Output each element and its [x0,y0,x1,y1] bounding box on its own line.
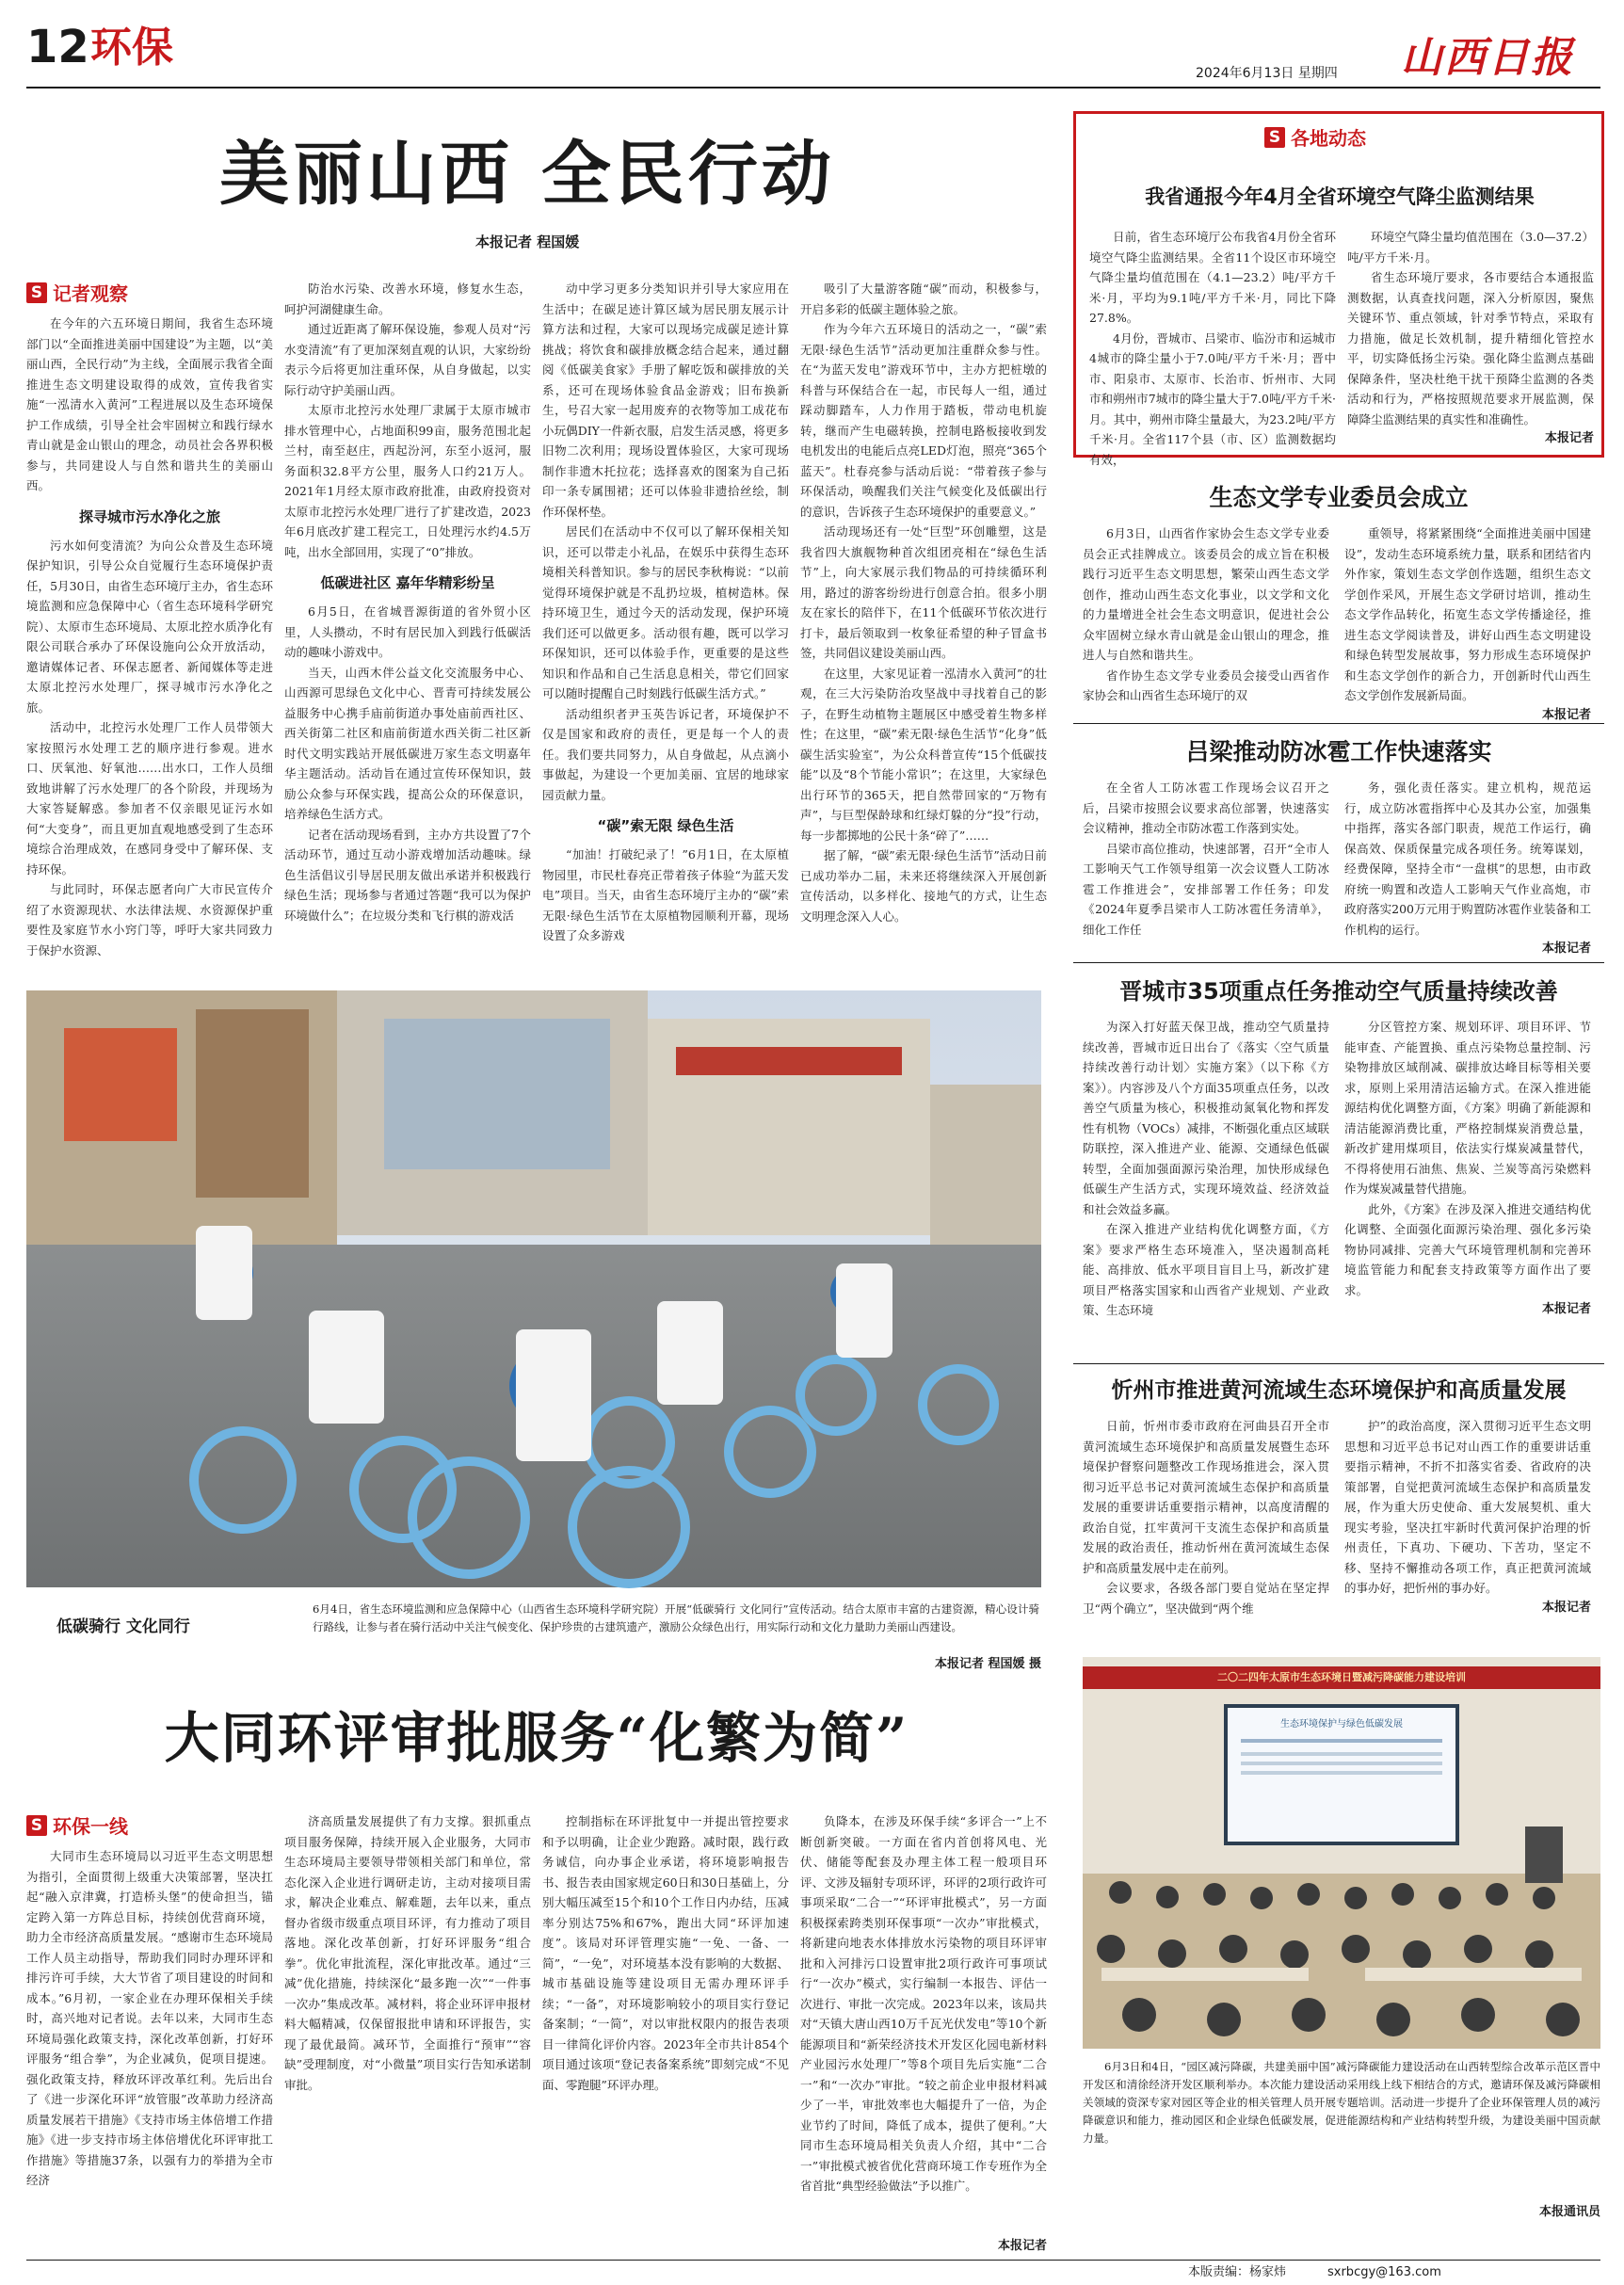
jincheng-para: 此外，《方案》在涉及深入推进交通结构优化调整、全面强化面源污染治理、强化多污染物协同减排、完善大气环境管理机制和完善环境监管能力和配套支持政策等方面作出了要求。 [1344,1201,1591,1297]
article-col-2 [284,279,531,990]
audience-illustration [1083,1657,1600,2049]
regional-para: 日前，省生态环境厅公布我省4月份全省环境空气降尘监测结果。全省11个设区市环境空气降尘量均值范围在（4.1—23.2）吨/平方千米·月，平均为9.1吨/平方千米·月，同比下降27.8%。 [1089,230,1336,325]
col2-para: 通过近距离了解环保设施，参观人员对“污水变清流”有了更加深刻直观的认识，大家纷纷表示今后将更加注重环保，从自身做起，以实际行动守护美丽山西。 [284,322,531,397]
s-logo-icon: S [26,282,47,303]
lvliang-para: 在全省人工防冰雹工作现场会议召开之后，吕梁市按照会议要求高位部署，快速落实会议精神，推动全市防冰雹工作落到实处。 [1083,780,1329,835]
col3-para: 居民们在活动中不仅可以了解环保相关知识，还可以带走小礼品，在娱乐中获得生态环境相关科普知识。参与的居民李秋梅说：“以前觉得环境保护就是不乱扔垃圾，植树造林。保持环境卫生，通过今天的活动发现，保护环境我们还可以做更多。活动很有趣，既可以学习环保知识，还可以体验手作，更重要的是这些知识和作品和自己生活息息相关，带它们回家可以随时提醒自己时刻践行低碳生活方式。” [542,524,789,700]
col1-intro: 在今年的六五环境日期间，我省生态环境部门以“全面推进美丽中国建设”为主题，以“美丽山西，全民行动”为主线，全面展示我省全面推进生态文明建设取得的成效，宣传我省实施“一泓清水入黄河”工程进展以及生态环境保护工作成绩，引导全社会牢固树立和践行绿水青山就是金山银山的理念，动员社会各界积极参与，共同建设人与自然和谐共生的美丽山西。 [26,316,273,492]
regional-para: 省生态环境厅要求，各市要结合本通报监测数据，认真查找问题，深入分析原因，聚焦关键环节、重点领域，针对季节特点，采取有力措施，做足长效机制，提升精细化管控水平，切实降低扬尘污染。强化降尘监测点基础保障条件，坚决杜绝干扰干预降尘监测的各类活动和行为，严格按照规范要求开展监测，保障降尘监测结果的真实性和准确性。 [1347,270,1594,426]
ecolit-title: 生态文学专业委员会成立 [1209,484,1469,511]
issue-date: 2024年6月13日 星期四 [1196,66,1338,81]
masthead-rule [26,87,1600,89]
paper-logo: 山西日报 [1401,34,1574,82]
article-col-1 [26,279,273,990]
divider [1073,1363,1604,1364]
lvliang-title: 吕梁推动防冰雹工作快速落实 [1185,738,1492,765]
jincheng-para: 分区管控方案、规划环评、项目环评、节能审查、产能置换、重点污染物总量控制、污染物排放区域削减、碳排放达峰目标等相关要求，原则上采用清洁运输方式。在深入推进能源结构优化调整方面，《方案》明确了新能源和清洁能源消费比重，严格控制煤炭消费总量，新改扩建用煤项目，依法实行煤炭减量替代，不得将使用石油焦、焦炭、兰炭等高污染燃料作为煤炭减量替代措施。 [1344,1020,1591,1196]
page-number: 12 [26,21,89,73]
xinzhou-para: 日前，忻州市委市政府在河曲县召开全市黄河流域生态环境保护和高质量发展暨生态环境保护督察问题整改工作现场推进会，深入贯彻习近平总书记对黄河流域生态保护和高质量发展的重要讲话重要指示精神，以高度清醒的政治自觉，扛牢黄河干支流生态保护和高质量发展的政治责任，推动忻州在黄河流域生态保护和高质量发展中走在前列。 [1083,1419,1329,1575]
ecolit-para: 省作协生态文学专业委员会接受山西省作家协会和山西省生态环境厅的双 [1083,668,1329,702]
jincheng-title: 晋城市35项重点任务推动空气质量持续改善 [1119,978,1558,1005]
col3-para: “加油！打破纪录了！”6月1日，在太原植物园里，市民杜春亮正带着孩子体验“为蓝天发电”项目。当天，由省生态环境厅主办的“碳”索无限·绿色生活节在太原植物园顺利开幕，现场设置了众多游戏 [542,847,789,942]
main-headline: 美丽山西 全民行动 [219,134,835,215]
col3-para: 活动组织者尹玉英告诉记者，环境保护不仅是国家和政府的责任，更是每一个人的责任。我们要共同努力，从自身做起，从点滴小事做起，为建设一个更加美丽、宜居的地球家园贡献力量。 [542,706,789,802]
xinzhou-para: 护”的政治高度，深入贯彻习近平生态文明思想和习近平总书记对山西工作的重要讲话重要指示精神，不折不扣落实省委、省政府的决策部署，自觉把黄河流域生态保护和高质量发展，作为重大历史使命、重大发展契机、重大现实考验，坚决扛牢新时代黄河保护治理的忻州责任，下真功、下硬功、下苦功，坚定不移、坚持不懈推动各项工作，真正把黄河流域的事办好，把忻州的事办好。 [1344,1419,1591,1595]
regional-para: 环境空气降尘量均值范围在（3.0—37.2）吨/平方千米·月。 [1347,230,1594,265]
regional-title: 我省通报今年4月全省环境空气降尘监测结果 [1145,185,1535,208]
article-col-4 [800,279,1047,990]
lvliang-para: 务，强化责任落实。建立机构，规范运行，成立防冰雹指挥中心及其办公室，加强集中指挥，落实各部门职责，规范工作运行，确保高效、保质保量完成各项任务。统筹谋划，经费保障，坚持全市“一盘棋”的思想，由市政府统一购置和改造人工影响天气作业高炮，市政府落实200万元用于购置防冰雹作业装备和工作机构的运行。 [1344,780,1591,937]
editor-email: sxrbcgy@163.com [1327,2265,1441,2279]
regional-byline: 本报记者 [1544,431,1594,445]
conference-banner: 二〇二四年太原市生态环境日暨减污降碳能力建设培训 [1083,1666,1600,1689]
col1-para: 活动中，北控污水处理厂工作人员带领大家按照污水处理工艺的顺序进行参观。进水口、厌氧池、好氧池……出水口，工作人员细致地讲解了污水处理厂的各个阶段，并现场为大家答疑解惑。参加者不仅亲眼见证污水如何“大变身”，而且更加直观地感受到了生态环境综合治理成效，在感同身受中了解环保、支持环保。 [26,720,273,877]
divider [1073,962,1604,963]
photo1-label: 低碳骑行 文化同行 [56,1617,190,1636]
regional-news-box [1073,111,1604,467]
cycling-photo-illustration [26,990,1041,1587]
section-name: 环保 [90,24,173,72]
xinzhou-byline: 本报记者 [1541,1600,1591,1615]
frontline-tag: S 环保一线 [26,1811,128,1839]
col4-para: 活动现场还有一处“巨型”环创雕塑，这是我省四大旗舰物种首次组团亮相在“绿色生活节”上，向大家展示我们物品的可持续循环利用，路过的游客纷纷进行创意合拍。很多小朋友在家长的陪伴下，在11个低碳环节依次进行打卡，最后领取到一枚象征希望的种子冒盒书签，共同倡议建设美丽山西。 [800,524,1047,660]
col4-para: 作为今年六五环境日的活动之一，“碳”索无限·绿色生活节”活动更加注重群众参与性。在“为蓝天发电”游戏环节中，主办方把桩墩的科普与环保结合在一起，市民每人一组，通过踩动脚踏车，人力作用于踏板，带动电机旋转，继而产生电磁转换，控制电路板接收到发电机发出的电能后点亮LED灯泡，照亮“365个蓝天”。杜春亮参与活动后说：“带着孩子参与环保活动，唤醒我们关注气候变化及低碳出行的意识，告诉孩子生态环境保护的重要意义。” [800,322,1047,519]
reporter-observation-tag: S 记者观察 [26,279,128,306]
jincheng-para: 在深入推进产业结构优化调整方面，《方案》要求严格生态环境准入，坚决遏制高耗能、高排放、低水平项目盲目上马，新改扩建项目严格落实国家和山西省产业规划、产业政策、生态环境 [1083,1222,1329,1317]
ecolit-para: 6月3日，山西省作家协会生态文学专业委员会正式挂牌成立。该委员会的成立旨在积极践行习近平生态文明思想，繁荣山西生态文学创作，推动山西生态文化事业，以文学和文化的力量增进全社会生态文明意识，促进社会公众牢固树立绿水青山就是金山银山的理念，推进人与自然和谐共生。 [1083,526,1329,662]
lvliang-byline: 本报记者 [1541,941,1591,956]
article-col-3 [542,279,789,990]
photo1-caption: 6月4日，省生态环境监测和应急保障中心（山西省生态环境科学研究院）开展“低碳骑行 文化同行”宣传活动。结合太原市丰富的古建资源，精心设计骑行路线，让参与者在骑行活动中关注气候变化、保护珍贵的古建筑遗产，激励公众绿色出行，用实际行动和文化力量助力美丽山西建设。 [313,1602,1039,1633]
main-byline: 本报记者 程国媛 [475,233,580,250]
col1-subhead: 探寻城市污水净化之旅 [78,507,220,525]
col2-subhead: 低碳进社区 嘉年华精彩纷呈 [320,574,495,591]
datong-byline: 本报记者 [997,2239,1047,2253]
jincheng-para: 为深入打好蓝天保卫战，推动空气质量持续改善，晋城市近日出台了《落实〈空气质量持续改善行动计划〉实施方案》（以下称《方案》）。内容涉及八个方面35项重点任务，以改善空气质量为核心，积极推动氮氧化物和挥发性有机物（VOCs）减排，不断强化重点区域联防联控，深入推进产业、能源、交通绿色低碳转型，全面加强面源污染治理，加快形成绿色低碳生产生活方式，实现环境效益、经济效益和社会效益多赢。 [1083,1020,1329,1216]
regional-para: 4月份，晋城市、吕梁市、临汾市和运城市4城市的降尘量小于7.0吨/平方千米·月；晋中市、阳泉市、太原市、长治市、忻州市、大同市和朔州市7城市的降尘量大于7.0吨/平方千米·月。其中，朔州市降尘量最大，为23.2吨/平方千米·月。全省117个县（市、区）监测数据均有效， [1089,330,1336,467]
col4-para: 在这里，大家见证着一泓清水入黄河”的壮观，在三大污染防治攻坚战中寻找着自己的影子，在野生动植物主题展区中感受着生物多样性；在这里，“碳”索无限·绿色生活节“化身”低碳生活实验室”，为公众科普宣传“15个低碳技能”以及“8个节能小常识”；在这里，大家绿色出行环节的365天，把自然带回家的“万物有声”，与巨型保龄球和红绿灯躲的分“投”行动，每一步都掷地的公民十条“碎了”…… [800,666,1047,843]
s-logo-icon: S [26,1815,47,1836]
editor-credit: 本版责编：杨家炜 [1188,2265,1287,2279]
col3-subhead: “碳”索无限 绿色生活 [597,817,734,834]
jincheng-byline: 本报记者 [1541,1302,1591,1316]
photo1-byline: 本报记者 程国媛 摄 [934,1657,1041,1671]
s-logo-icon: S [1264,127,1285,148]
regional-tag: S 各地动态 [1264,123,1366,151]
xinzhou-para: 会议要求，各级各部门要自觉站在坚定捍卫“两个确立”，坚决做到“两个维 [1083,1581,1329,1616]
datong-headline: 大同环评审批服务“化繁为简” [164,1706,909,1770]
lvliang-para: 吕梁市高位推动，快速部署，召开“全市人工影响天气工作领导组第一次会议暨人工防冰雹工作推进会”，安排部署工作任务；印发《2024年夏季吕梁市人工防冰雹任务清单》，细化工作任 [1083,841,1329,937]
datong-para: 大同市生态环境局以习近平生态文明思想为指引，全面贯彻上级重大决策部署，坚决扛起“融入京津冀，打造桥头堡”的使命担当，锚定跨入第一方阵总目标，持续创优营商环境，助力全市经济高质量发展。“感谢市生态环境局工作人员主动指导，帮助我们同时办理环评和排污许可手续，大大节省了项目建设的时间和成本。”6月初，一家企业在办理环保相关手续时，高兴地对记者说。去年以来，大同市生态环境局强化政策支持，深化改革创新，打好环评服务“组合拳”，为企业减负，促项目提速。强化政策支持，释放环评改革红利。先后出台了《进一步深化环评“放管服”改革助力经济高质量发展若干措施》《支持市场主体倍增工作措施》《进一步支持市场主体倍增优化环评审批工作措施》等措施37条，以强有力的举措为全市经济 [26,1849,273,2187]
screen-title: 生态环境保护与绿色低碳发展 [1280,1719,1403,1730]
col2-para: 记者在活动现场看到，主办方共设置了7个活动环节，通过互动小游戏增加活动趣味。绿色生活倡议引导居民朋友做出承诺并积极践行绿色生活；现场参与者通过答题“我可以为保护环境做什么”；在垃圾分类和飞行棋的游戏活 [284,827,531,923]
col3-para: 动中学习更多分类知识并引导大家应用在生活中；在碳足迹计算区域为居民朋友展示计算方法和过程，大家可以现场完成碳足迹计算挑战；将饮食和碳排放概念结合起来，通过翻阅《低碳美食家》手册了解吃饭和碳排放的关系，还可在现场体验食品金游戏；旧布换新生，号召大家一起用废弃的衣物等加工成花布小玩偶DIY一件新衣服，启发生活灵感，将更多旧物二次利用；现场设置体验区，大家可现场制作非遗木托拉花；选择喜欢的图案为自己拓印一条专属围裙；还可以体验非遗拾丝绘，制作环保杯垫。 [542,282,789,519]
datong-para: 控制指标在环评批复中一并提出管控要求和予以明确，让企业少跑路。减时限，践行政务诚信，向办事企业承诺，将环境影响报告书、报告表由国家规定60日和30日基础上，分别大幅压减至15个和10个工作日内办结，压减率分别达75%和67%，跑出大同“环评加速度”。该局对环评管理实施“一免、一备、一简”，“一免”，对环境基本没有影响的大数据、城市基础设施等建设项目无需办理环评手续；“一备”，对环境影响较小的项目实行登记备案制；“一简”，对以审批权限内的报告表项目一律简化评价内容。2023年全市共计854个项目通过该项“登记表备案系统”即刻完成“不见面、零跑腿”环评办理。 [542,1814,789,2092]
xinzhou-title: 忻州市推进黄河流域生态环境保护和高质量发展 [1111,1378,1567,1403]
datong-para: 负降本，在涉及环保手续“多评合一”上不断创新突破。一方面在省内首创将风电、光伏、储能等配套及办理主体工程一般项目环评、文涉及辐射专项环评，环评的2项行政许可事项采取“二合一”“环评审批模式”，另一方面积极探索跨类别环保事项“一次办”审批模式，将新建向地表水体排放水污染物的项目环评审批和入河排污口设置审批2项行政许可事项试行“一次办”模式，实行编制一本报告、评估一次进行、审批一次完成。2023年以来，该局共对“天镇大唐山西10万千瓦光伏发电”等10个新能源项目和“新荣经济技术开发区化园电新材料产业园污水处理厂”等8个项目先后实施“二合一”和“一次办”审批。“较之前企业申报材料减少了一半，审批效率也大幅提升了一倍，为企业节约了时间，降低了成本，提供了便利。”大同市生态环境局相关负责人介绍，其中“二合一”审批模式被省优化营商环境工作专班作为全省首批“典型经验做法”予以推广。 [800,1814,1047,2193]
col2-para: 当天，山西木伴公益文化交流服务中心、山西源可思绿色文化中心、晋青可持续发展公益服务中心携手庙前街道办事处庙前西社区、西关街第二社区和庙前街道水西关街二社区新时代文明实践站开展低碳进万家生态文明嘉年华主题活动。活动旨在通过宣传环保知识，鼓励公众参与环保实践，提高公众的环保意识，培养绿色生活方式。 [284,665,531,821]
col2-para: 6月5日，在省城晋源街道的省外贸小区里，人头攒动，不时有居民加入到践行低碳活动的趣味小游戏中。 [284,604,531,659]
ecolit-para: 重领导，将紧紧围绕“全面推进美丽中国建设”，发动生态环境系统力量，联系和团结省内外作家，策划生态文学创作选题，组织生态文学创作采风，开展生态文学研讨培训，推动生态文学作品转化，拓宽生态文学传播途径，推进生态文学阅读普及，讲好山西生态文明建设和绿色转型发展故事，努力形成生态环境保护和生态文学创作的新合力，开创新时代山西生态文学创作发展新局面。 [1344,526,1591,702]
divider [1073,723,1604,724]
datong-col-4 [800,1811,1047,2260]
datong-col-2 [284,1811,531,2254]
ecolit-byline: 本报记者 [1541,707,1591,722]
col4-para: 吸引了大量游客随“碳”而动，积极参与，开启多彩的低碳主题体验之旅。 [800,282,1047,316]
col2-para: 防治水污染、改善水环境，修复水生态，呵护河湖健康生命。 [284,282,531,316]
col4-para: 据了解，“碳”索无限·绿色生活节”活动日前已成功举办二届，未来还将继续深入开展创新宣传活动，以多样化、接地气的方式，让生态文明理念深入人心。 [800,848,1047,924]
datong-col-3 [542,1811,789,2254]
footer-rule [26,2260,1600,2261]
col1-para: 与此同时，环保志愿者向广大市民宣传介绍了水资源现状、水法律法规、水资源保护重要性及家庭节水小窍门等，呼吁大家共同致力于保护水资源、 [26,882,273,957]
datong-para: 济高质量发展提供了有力支撑。狠抓重点项目服务保障，持续开展入企业服务，大同市生态环境局主要领导带领相关部门和单位，常态化深入企业进行调研走访，主动对接项目需求，解决企业难点、解难题，去年以来，重点督办省级市级重点项目环评，有力推动了项目落地。深化改革创新，打好环评服务“组合拳”。优化审批流程，深化审批改革。通过“三减”优化措施，持续深化“最多跑一次”“一件事一次办”集成改革。减材料，将企业环评申报材料大幅精减，仅保留报批申请和环评报告，实现了最优最简。减环节，全面推行“预审”“容缺”受理制度，对“小微量”项目实行告知承诺制审批。 [284,1814,531,2092]
col2-para: 太原市北控污水处理厂隶属于太原市城市排水管理中心，占地面积99亩，服务范围北起兰村，南至赵庄，西起汾河，东至小返河，服务面积32.8平方公里，服务人口约21万人。2021年1月经太原市政府批准，由政府投资对太原市北控污水处理厂进行了扩建改造，2023年6月底改扩建工程完工，日处理污水约4.5万吨，出水全部回用，实现了“0”排放。 [284,403,531,559]
photo2-caption: 6月3日和4日，“园区减污降碳，共建美丽中国”减污降碳能力建设活动在山西转型综合改革示范区晋中开发区和清徐经济开发区顺利举办。本次能力建设活动采用线上线下相结合的方式，邀请环保及减污降碳相关领域的资深专家对园区等企业的相关管理人员开展专题培训。活动进一步提升了企业环保管理人员的减污降碳意识和能力，推动园区和企业绿色低碳发展，促进能源结构和产业结构转型升级，为建设美丽中国贡献力量。 [1083,2060,1600,2145]
col1-para: 污水如何变清流？为向公众普及生态环境保护知识，引导公众自觉履行生态环境保护责任，5月30日，由省生态环境厅主办，省生态环境监测和应急保障中心（省生态环境科学研究院）、太原市生态环境局、太原北控水质净化有限公司联合承办了环保设施向公众开放活动，邀请媒体记者、环保志愿者、新闻媒体等走进太原北控污水处理厂，探寻城市污水净化之旅。 [26,538,273,715]
cycling-photo [26,990,1041,1587]
datong-col-1 [26,1811,273,2254]
photo2-byline: 本报通讯员 [1538,2205,1600,2219]
conference-photo [1083,1657,1600,2049]
